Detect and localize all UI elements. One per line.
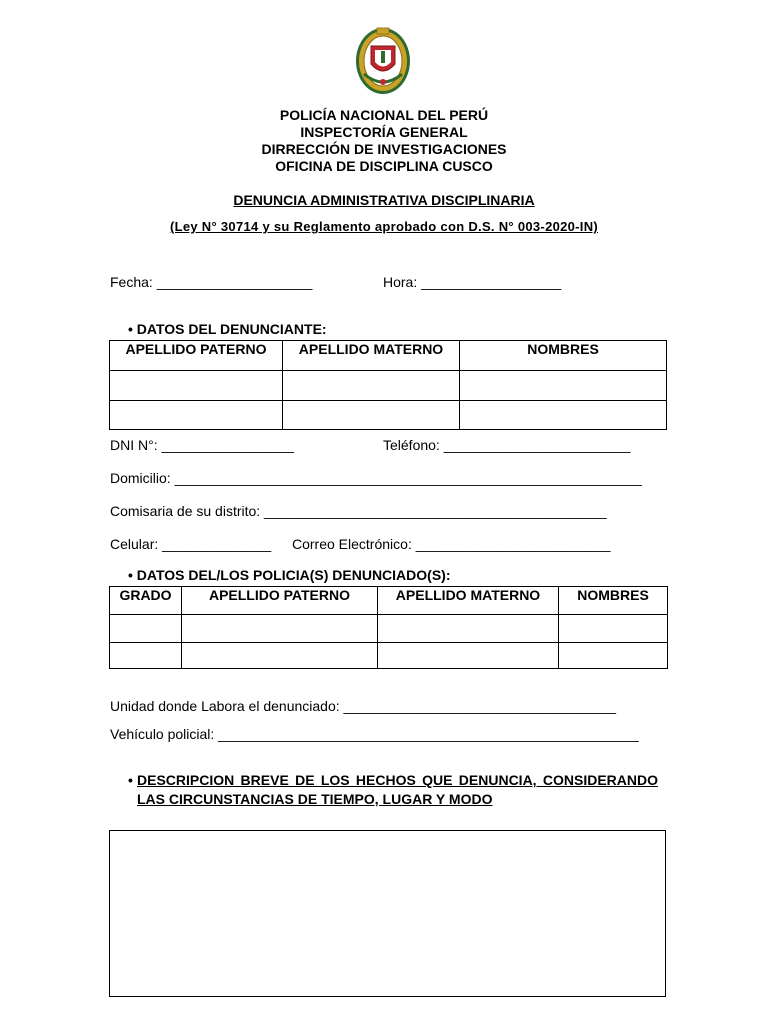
descripcion-heading [128, 771, 658, 809]
bullet: • [128, 772, 133, 788]
header-line-inspectoria: INSPECTORÍA GENERAL [300, 124, 468, 140]
header-line-oficina: OFICINA DE DISCIPLINA CUSCO [275, 158, 493, 174]
cell-nombres[interactable] [460, 371, 667, 401]
celular-field[interactable]: Celular: ______________ [110, 536, 272, 552]
col-header-nombres: NOMBRES [460, 341, 667, 371]
unidad-field[interactable]: Unidad donde Labora el denunciado: ___________________________________ [110, 698, 617, 714]
hora-field[interactable]: Hora: __________________ [383, 274, 562, 290]
police-emblem-icon [352, 24, 414, 96]
table-row [110, 401, 667, 430]
table-row [110, 615, 668, 643]
dni-field[interactable]: DNI N°: _________________ [110, 437, 294, 453]
fecha-field[interactable]: Fecha: ____________________ [110, 274, 313, 290]
descripcion-box[interactable] [109, 830, 666, 997]
header-line-institution: POLICÍA NACIONAL DEL PERÚ [279, 107, 489, 123]
cell-apellido-paterno[interactable] [182, 643, 378, 669]
table-row [110, 643, 668, 669]
col-header-nombres: NOMBRES [559, 587, 668, 615]
cell-apellido-paterno[interactable] [110, 371, 283, 401]
header-line-direccion: DIRRECCIÓN DE INVESTIGACIONES [261, 141, 507, 157]
col-header-apellido-materno: APELLIDO MATERNO [378, 587, 559, 615]
cell-nombres[interactable] [559, 615, 668, 643]
cell-nombres[interactable] [559, 643, 668, 669]
cell-apellido-paterno[interactable] [182, 615, 378, 643]
col-header-apellido-paterno: APELLIDO PATERNO [110, 341, 283, 371]
document-title: DENUNCIA ADMINISTRATIVA DISCIPLINARIA [233, 192, 535, 208]
col-header-grado: GRADO [110, 587, 182, 615]
denunciante-table [109, 340, 667, 430]
comisaria-field[interactable]: Comisaria de su distrito: ____________________________________________ [110, 503, 607, 519]
cell-apellido-materno[interactable] [283, 371, 460, 401]
police-emblem [352, 24, 414, 96]
law-reference: (Ley N° 30714 y su Reglamento aprobado con D.S. N° 003-2020-IN) [169, 219, 599, 234]
cell-apellido-paterno[interactable] [110, 401, 283, 430]
cell-grado[interactable] [110, 615, 182, 643]
correo-field[interactable]: Correo Electrónico: _________________________ [292, 536, 611, 552]
col-header-apellido-materno: APELLIDO MATERNO [283, 341, 460, 371]
descripcion-text: DESCRIPCION BREVE DE LOS HECHOS QUE DENUNCIA, CONSIDERANDO LAS CIRCUNSTANCIAS DE TIEMPO, LUGAR Y MODO [137, 772, 658, 807]
table-row [110, 371, 667, 401]
cell-apellido-materno[interactable] [283, 401, 460, 430]
vehiculo-field[interactable]: Vehículo policial: ______________________________________________________ [110, 726, 639, 742]
section-heading-denunciados: • DATOS DEL/LOS POLICIA(S) DENUNCIADO(S): [128, 567, 451, 583]
telefono-field[interactable]: Teléfono: ________________________ [383, 437, 631, 453]
domicilio-field[interactable]: Domicilio: ____________________________________________________________ [110, 470, 642, 486]
cell-apellido-materno[interactable] [378, 643, 559, 669]
denunciados-table [109, 586, 668, 669]
col-header-apellido-paterno: APELLIDO PATERNO [182, 587, 378, 615]
cell-nombres[interactable] [460, 401, 667, 430]
section-heading-denunciante: • DATOS DEL DENUNCIANTE: [128, 321, 327, 337]
cell-apellido-materno[interactable] [378, 615, 559, 643]
cell-grado[interactable] [110, 643, 182, 669]
